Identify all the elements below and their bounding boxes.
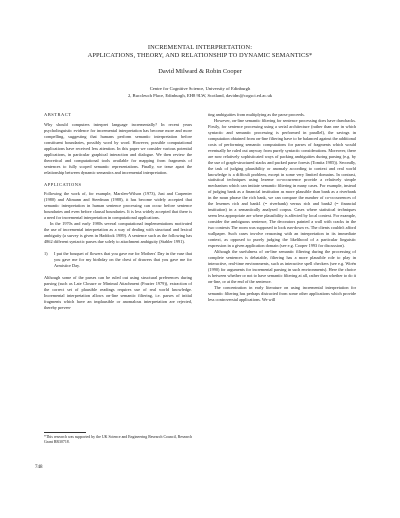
paper-title (0, 44, 400, 60)
left-column (44, 112, 192, 311)
applications-paragraph-3: Although some of the parses can be ruled out using structural preferences during parsing (such as Late Closure or Minimal Attachment (Frazier 1979)), extraction of the correct set of plausible readings requires use of real world knowledge. Incremental interpretation allows on-line semantic filtering, i.e. parses of initial fragments which have an implausible or anomalous interpretation are rejected, thereby preven- (44, 274, 192, 310)
applications-paragraph-2: In the 1970s and early 1980s several computational implementations motivated the use of incremental interpretation as a way of dealing with structural and lexical ambiguity (a survey is given in Haddock 1989). A sentence such as the following has 4862 different syntactic parses due solely to attachment ambiguity (Stabler 1991). (44, 221, 192, 245)
example-number: 1) (44, 251, 48, 257)
example-text: I put the bouquet of flowers that you gave me for Mothers' Day in the vase that you gave me for my birthday on the chest of drawers that you gave me for Armistice Day. (54, 251, 192, 268)
title-line-1: INCREMENTAL INTERPRETATION: (147, 44, 253, 51)
affiliation-line-1: Centre for Cognitive Science, University of Edinburgh (149, 86, 251, 91)
example-sentence (44, 251, 192, 269)
abstract-text: Why should computers interpret language incrementally? In recent years psycholinguistic evidence for incremental interpretation has become more and more compelling, suggesting that humans perform semantic interpretation before constituent boundaries, possibly word by word. However, possible computational applications have received less attention. In this paper we consider various potential applications, in particular graphical interaction and dialogue. We then review the theoretical and computational tools available for mapping from fragments of sentences to fully scoped semantic representations. Finally, we tease apart the relationship between dynamic semantics and incremental interpretation. (44, 121, 192, 175)
authors: David Milward & Robin Cooper (158, 68, 242, 75)
footnote-rule (44, 432, 86, 433)
page-number: 748 (35, 465, 43, 470)
right-paragraph-3: Although the usefulness of on-line semantic filtering during the processing of complete sentences is debatable, filtering has a more plausible role to play in interactive, real-time environments, such as interactive spell checkers (see e.g. Wirén (1990) for arguments for incremental parsing in such environments). Here the choice is between whether or not to have semantic filtering at all, rather than whether to do it on-line, or at the end of the sentence. (208, 248, 356, 284)
right-paragraph-2: However, on-line semantic filtering for sentence processing does have drawbacks. Firstly, for sentence processing using a serial architecture (rather than one in which syntactic and semantic processing is performed in parallel), the savings in computation obtained from on-line filtering have to be balanced against the additional costs of performing semantic computations for parses of fragments which would eventually be ruled out anyway from purely syntactic considerations. Moreover, there are now relatively sophisticated ways of packing ambiguities during parsing (e.g. by the use of graph-structured stacks and packed parse forests (Tomita 1985)). Secondly, the task of judging plausibility or anomaly according to context and real world knowledge is a difficult problem, except in some very limited domains. In contrast, statistical techniques using lexeme co-occurrence provide a relatively simple mechanism which can imitate semantic filtering in many cases. For example, instead of judging bank as a financial institution as more plausible than bank as a riverbank in the noun phrase the rich bank, we can compare the number of co-occurrences of the lexemes rich and bank1 (= riverbank) versus rich and bank2 (= financial institution) in a semantically analysed corpus. Cases where statistical techniques seem less appropriate are where plausibility is affected by local context. For example, consider the ambiguous sentence, The decorators painted a wall with cracks in the two contexts The room was supposed to look run-down vs. The clients couldn't afford wallpaper. Such cases involve reasoning with an interpretation in its immediate context, as opposed to purely judging the likelihood of a particular linguistic expression in a given application domain (see e.g. Cooper 1993 for discussion). (208, 117, 356, 248)
right-paragraph-1: ting ambiguities from multiplying as the parse proceeds. (208, 112, 305, 117)
affiliation (0, 86, 400, 99)
applications-heading: APPLICATIONS (44, 181, 82, 187)
abstract-heading: ABSTRACT (44, 112, 72, 117)
title-line-2: APPLICATIONS, THEORY, AND RELATIONSHIP TO DYNAMIC SEMANTICS* (87, 52, 313, 59)
footnote: *This research was supported by the UK Science and Engineering Research Council, Research Grant RR30718. (44, 435, 192, 445)
affiliation-line-2: 2, Buccleuch Place, Edinburgh, EH8 9LW, Scotland, davidm@cogsci.ed.ac.uk (127, 92, 273, 98)
applications-paragraph-1: Following the work of, for example, Marslen-Wilson (1973), Just and Carpenter (1980) and Altmann and Steedman (1988), it has become widely accepted that semantic interpretation in human sentence processing can occur before sentence boundaries and even before clausal boundaries. It is less widely accepted that there is a need for incremental interpretation in computational applications. (44, 191, 192, 221)
right-paragraph-4: The concentration in early literature on using incremental interpretation for semantic filtering has perhaps distracted from some other applications which provide less controversial applications. We will (208, 284, 356, 302)
right-column (208, 112, 356, 303)
